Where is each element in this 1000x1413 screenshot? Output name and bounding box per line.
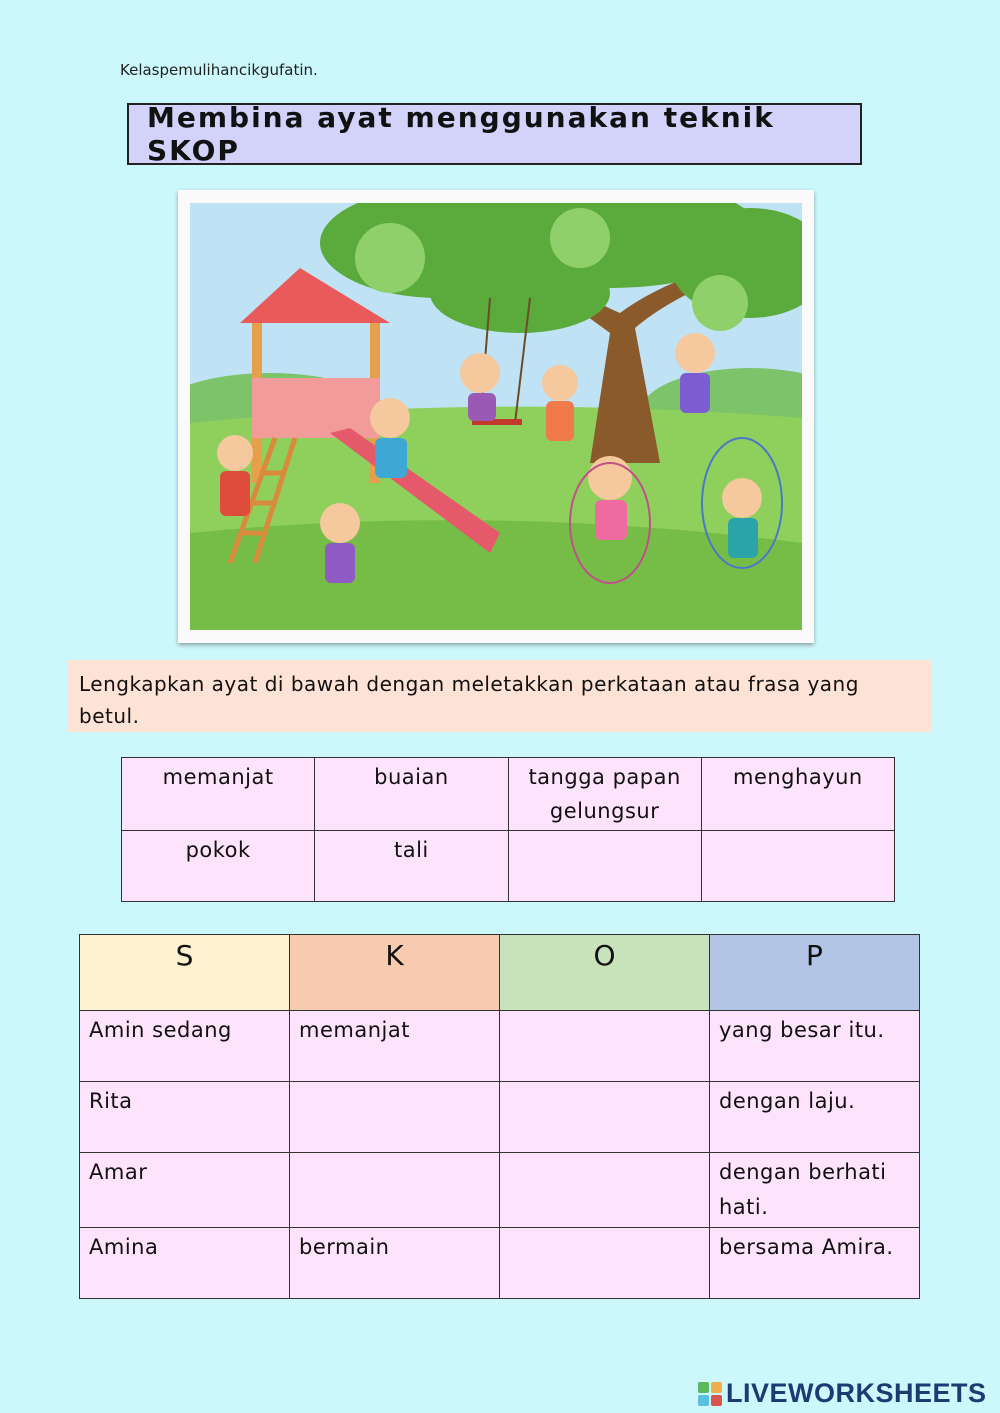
- answer-drop-zone[interactable]: [290, 1082, 500, 1153]
- cell-subject: Amar: [80, 1153, 290, 1228]
- child-climbing-ladder: [217, 435, 253, 516]
- word-bank-item[interactable]: memanjat: [122, 758, 315, 831]
- cell-subject: Amina: [80, 1228, 290, 1299]
- word-bank-row: [122, 831, 895, 902]
- cell-complement: dengan berhati hati.: [710, 1153, 920, 1228]
- cell-complement: yang besar itu.: [710, 1011, 920, 1082]
- cell-subject: Rita: [80, 1082, 290, 1153]
- liveworksheets-brand: [698, 1378, 987, 1409]
- worksheet-title: Membina ayat menggunakan teknik SKOP: [127, 103, 862, 165]
- playhouse-wall: [252, 378, 380, 438]
- cell-complement: dengan laju.: [710, 1082, 920, 1153]
- table-row: [80, 1228, 920, 1299]
- table-row: [80, 1011, 920, 1082]
- instruction-text: Lengkapkan ayat di bawah dengan meletakkan perkataan atau frasa yang betul.: [67, 660, 932, 732]
- liveworksheets-logo-icon: [698, 1382, 722, 1406]
- header-p: P: [710, 935, 920, 1011]
- answer-drop-zone[interactable]: [500, 1082, 710, 1153]
- skop-table: [79, 934, 920, 1299]
- word-bank-empty-cell: [701, 831, 894, 902]
- cell-verb: memanjat: [290, 1011, 500, 1082]
- word-bank-item[interactable]: buaian: [315, 758, 508, 831]
- cell-subject: Amin sedang: [80, 1011, 290, 1082]
- cell-verb: bermain: [290, 1228, 500, 1299]
- answer-drop-zone[interactable]: [290, 1153, 500, 1228]
- playground-scene: [190, 203, 802, 630]
- word-bank-row: [122, 758, 895, 831]
- word-bank-empty-cell: [508, 831, 701, 902]
- table-row: [80, 1153, 920, 1228]
- brand-name: LIVEWORKSHEETS: [726, 1378, 987, 1408]
- cell-complement: bersama Amira.: [710, 1228, 920, 1299]
- answer-drop-zone[interactable]: [500, 1153, 710, 1228]
- answer-drop-zone[interactable]: [500, 1228, 710, 1299]
- author-credit: Kelaspemulihancikgufatin.: [120, 61, 318, 79]
- word-bank-table: [121, 757, 895, 902]
- answer-drop-zone[interactable]: [500, 1011, 710, 1082]
- playground-illustration: [178, 190, 814, 643]
- word-bank-item[interactable]: tali: [315, 831, 508, 902]
- word-bank-item[interactable]: menghayun: [701, 758, 894, 831]
- skop-header-row: [80, 935, 920, 1011]
- word-bank-item[interactable]: tangga papan gelungsur: [508, 758, 701, 831]
- header-s: S: [80, 935, 290, 1011]
- table-row: [80, 1082, 920, 1153]
- header-k: K: [290, 935, 500, 1011]
- header-o: O: [500, 935, 710, 1011]
- word-bank-item[interactable]: pokok: [122, 831, 315, 902]
